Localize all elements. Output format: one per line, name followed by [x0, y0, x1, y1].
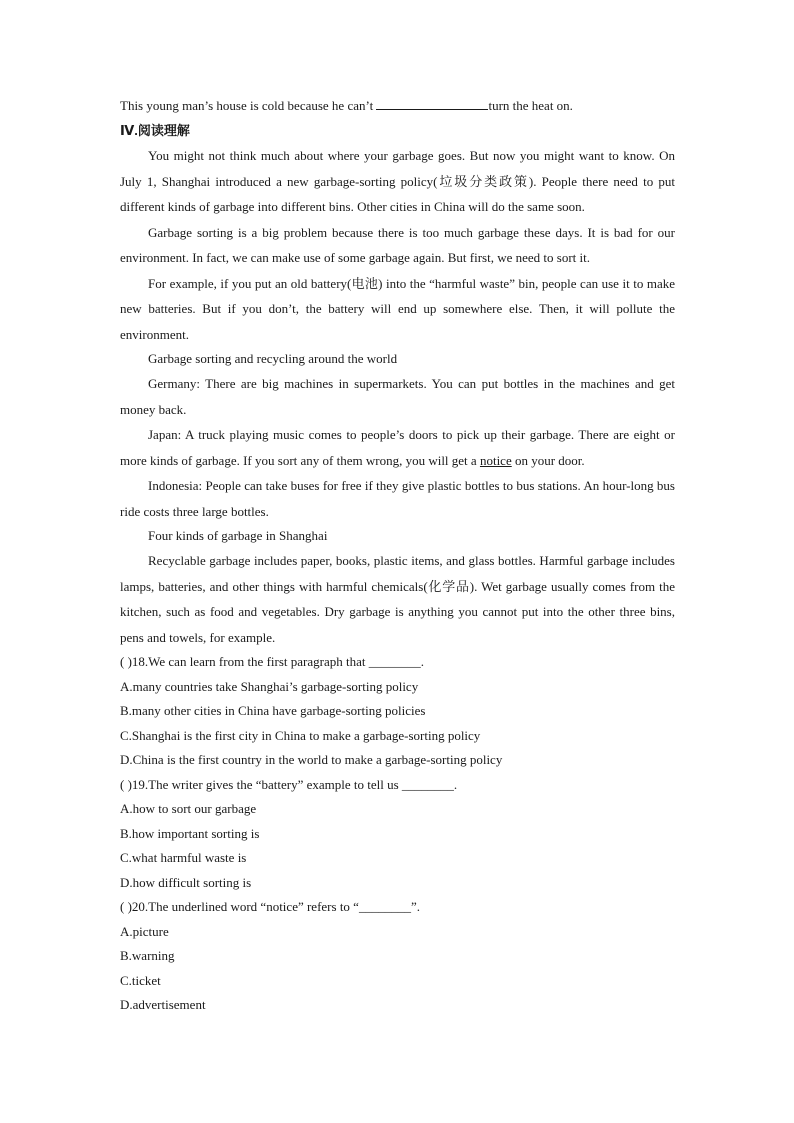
passage-subtitle-shanghai: Four kinds of garbage in Shanghai: [148, 528, 328, 543]
option-a[interactable]: A.picture: [120, 923, 169, 939]
question-stem[interactable]: ( )19.The writer gives the “battery” example to tell us ________.: [120, 776, 458, 792]
question-stem[interactable]: ( )18.We can learn from the first paragraph that ________.: [120, 654, 424, 669]
option-d[interactable]: D.China is the first country in the world to make a garbage-sorting policy: [120, 752, 503, 767]
passage-paragraph-japan: [120, 422, 675, 473]
question-19: [120, 773, 675, 896]
option-b[interactable]: B.how important sorting is: [120, 825, 260, 841]
question-18: [120, 650, 675, 773]
option-b[interactable]: B.warning: [120, 948, 175, 963]
fill-sentence-start: This young man’s house is cold because he can’t: [120, 98, 377, 113]
passage-subtitle-world: Garbage sorting and recycling around the world: [148, 351, 398, 366]
passage-paragraph-3: For example, if you put an old battery(电池) into the “harmful waste” bin, people can use it to make new batteries. But if you don’t, the battery will end up somewhere else. Then, it will pollute the environment.: [120, 275, 675, 342]
answer-blank[interactable]: [376, 96, 488, 110]
question-20: [120, 895, 675, 1018]
option-c[interactable]: C.what harmful waste is: [120, 850, 247, 865]
passage-paragraph-germany: Germany: There are big machines in supermarkets. You can put bottles in the machines and get money back.: [120, 376, 675, 417]
option-c[interactable]: C.ticket: [120, 972, 161, 988]
passage-paragraph-garbage-kinds: Recyclable garbage includes paper, books, plastic items, and glass bottles. Harmful garbage includes lamps, batteries, and other things with harmful chemicals(化学品). Wet garbage usually comes from the kitchen, such as food and vegetables. Dry garbage is anything you cannot put into the other three bins, pens and towels, for example.: [120, 553, 675, 645]
passage-paragraph-1: You might not think much about where your garbage goes. But now you might want to know. On July 1, Shanghai introduced a new garbage-sorting policy(垃圾分类政策). People there need to put different kinds of garbage into different bins. Other cities in China will do the same soon.: [120, 148, 675, 214]
option-d[interactable]: D.advertisement: [120, 997, 206, 1012]
option-a[interactable]: A.how to sort our garbage: [120, 801, 257, 816]
option-c[interactable]: C.Shanghai is the first city in China to make a garbage-sorting policy: [120, 727, 481, 743]
underlined-word-notice: notice: [479, 452, 512, 468]
question-stem[interactable]: ( )20.The underlined word “notice” refers to “________”.: [120, 899, 420, 914]
passage-paragraph-2: Garbage sorting is a big problem because there is too much garbage these days. It is bad for our environment. In fact, we can make use of some garbage again. But first, we need to sort it.: [120, 224, 675, 265]
option-a[interactable]: A.many countries take Shanghai’s garbage-sorting policy: [120, 678, 419, 694]
passage-paragraph-indonesia: Indonesia: People can take buses for free if they give plastic bottles to bus stations. An hour-long bus ride costs three large bottles.: [120, 478, 675, 519]
worksheet-page: [120, 94, 675, 1018]
japan-text-after: on your door.: [511, 452, 585, 468]
fill-sentence-end: turn the heat on.: [488, 98, 573, 113]
fill-in-sentence: [120, 94, 675, 118]
japan-text-before: Japan: A truck playing music comes to people’s doors to pick up their garbage. There are eight or more kinds of garbage. If you sort any of them wrong, you will get a: [120, 427, 675, 468]
section-heading: Ⅳ.阅读理解: [120, 123, 190, 138]
option-b[interactable]: B.many other cities in China have garbage-sorting policies: [120, 703, 426, 718]
option-d[interactable]: D.how difficult sorting is: [120, 874, 252, 890]
